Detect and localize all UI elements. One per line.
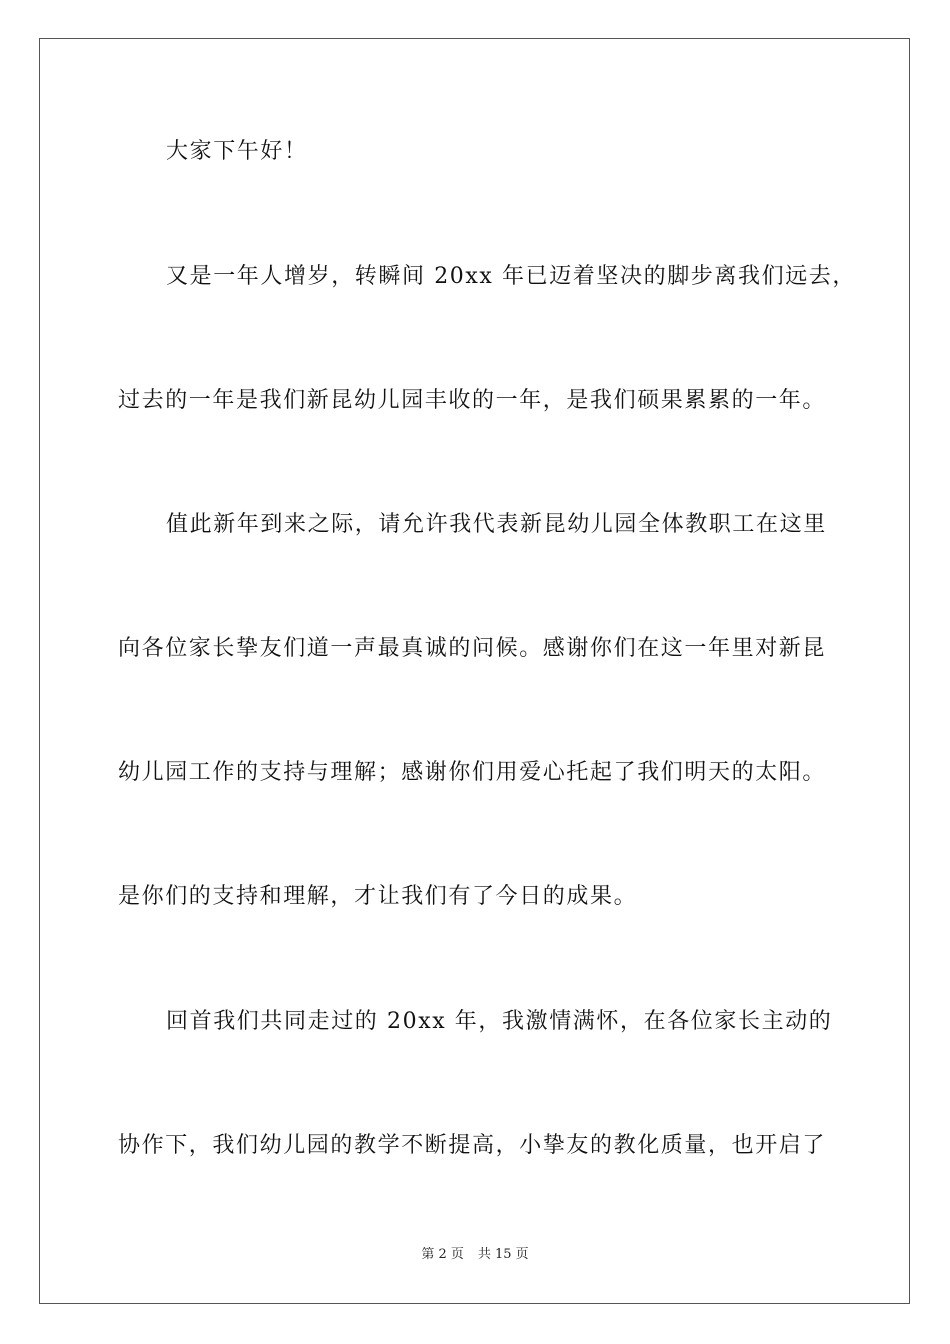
paragraph-line-7: 是你们的支持和理解，才让我们有了今日的成果。: [118, 884, 638, 909]
paragraph-line-9: 协作下，我们幼儿园的教学不断提高，小挚友的教化质量，也开启了: [118, 1133, 827, 1158]
page-border: [39, 38, 910, 1304]
paragraph-line-6: 幼儿园工作的支持与理解；感谢你们用爱心托起了我们明天的太阳。: [118, 760, 827, 785]
paragraph-line-1: 大家下午好！: [166, 139, 308, 164]
page-number: 第 2 页: [421, 1247, 464, 1262]
page-footer: [0, 1246, 950, 1264]
paragraph-line-8: 回首我们共同走过的 20xx 年，我激情满怀，在各位家长主动的: [166, 1009, 833, 1034]
page-total: 共 15 页: [477, 1247, 529, 1262]
paragraph-line-5: 向各位家长挚友们道一声最真诚的问候。感谢你们在这一年里对新昆: [118, 636, 827, 661]
paragraph-line-2: 又是一年人增岁，转瞬间 20xx 年已迈着坚决的脚步离我们远去，: [166, 264, 856, 289]
paragraph-line-4: 值此新年到来之际，请允许我代表新昆幼儿园全体教职工在这里: [166, 512, 827, 537]
paragraph-line-3: 过去的一年是我们新昆幼儿园丰收的一年，是我们硕果累累的一年。: [118, 388, 827, 413]
